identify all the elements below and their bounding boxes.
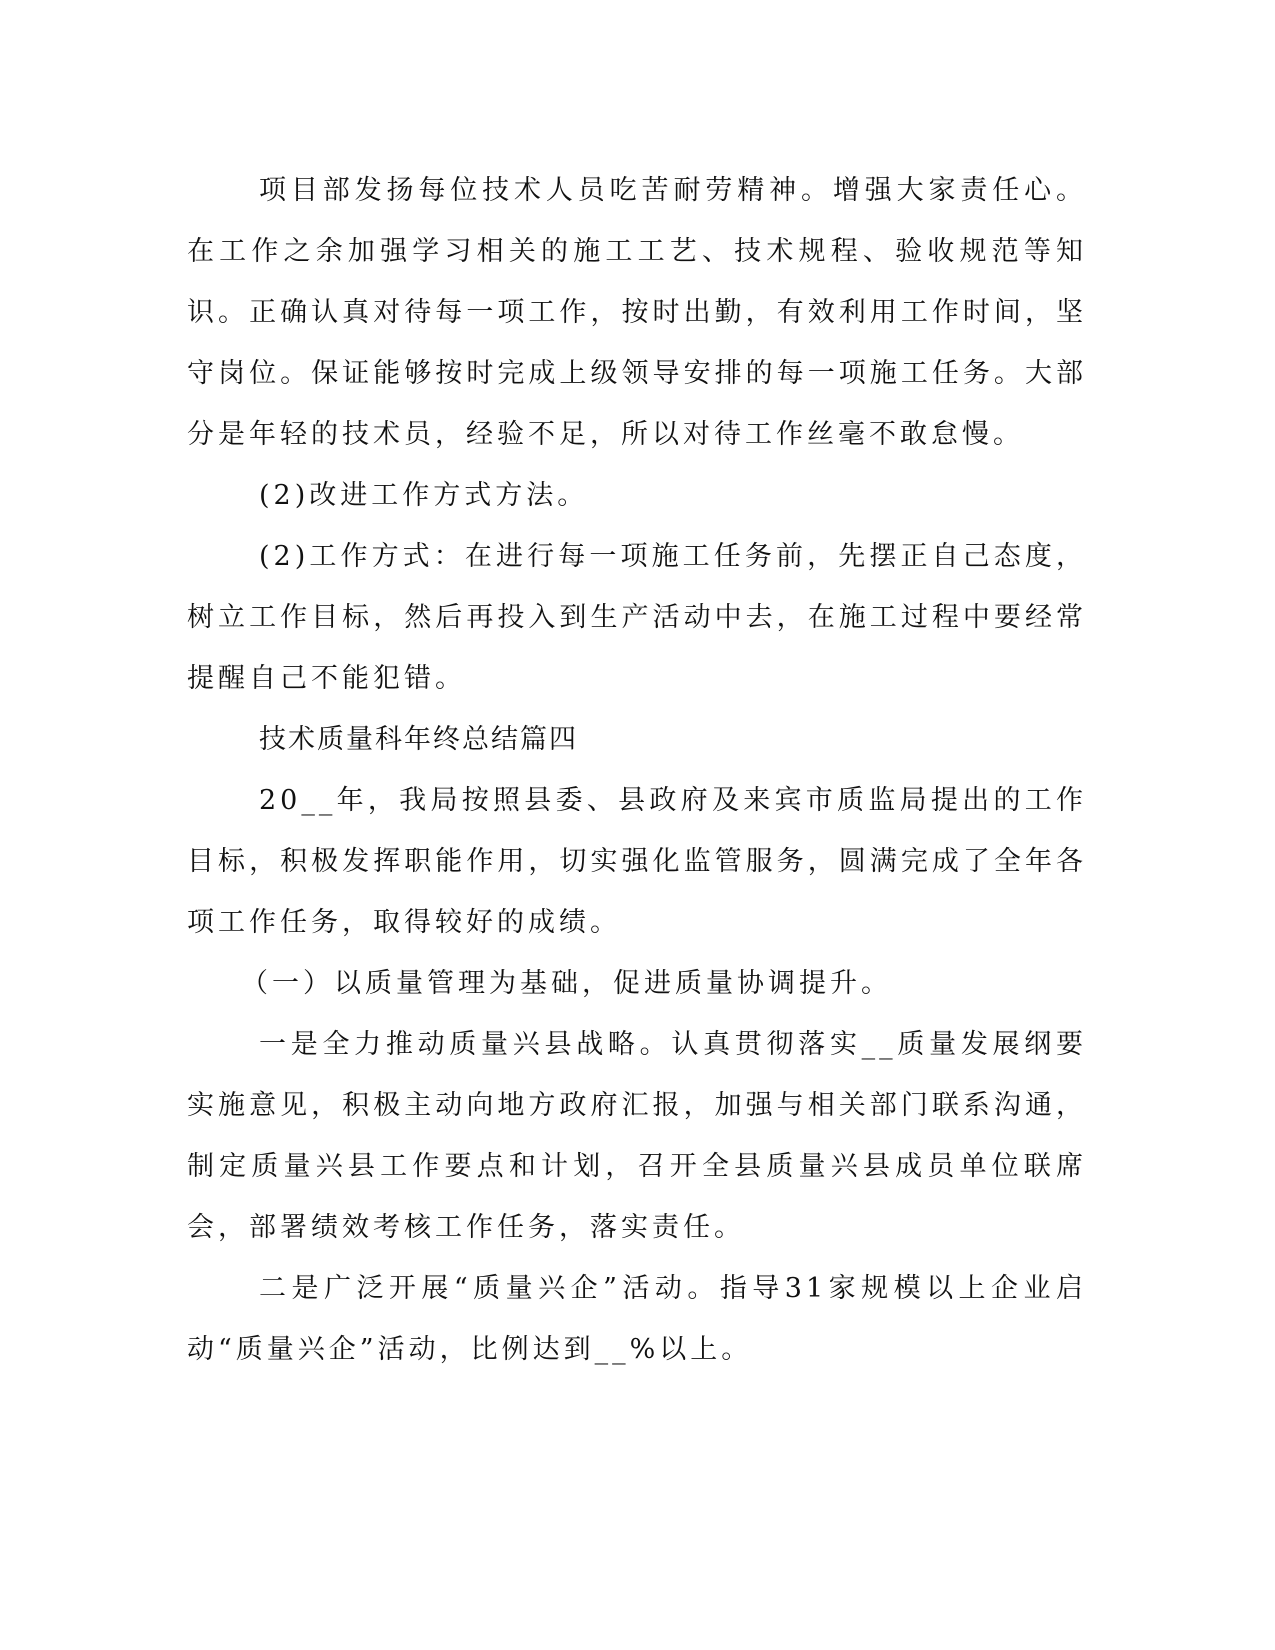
section-heading: 技术质量科年终总结篇四: [259, 724, 578, 755]
paragraph-work-method: (2)工作方式：在进行每一项施工任务前，先摆正自己态度，树立工作目标，然后再投入到生产活动中去，在施工过程中要经常提醒自己不能犯错。: [187, 541, 1087, 694]
paragraph-quality-enterprise: 二是广泛开展“质量兴企”活动。指导31家规模以上企业启动“质量兴企”活动，比例达到__%以上。: [187, 1273, 1087, 1365]
paragraph-attitude: 项目部发扬每位技术人员吃苦耐劳精神。增强大家责任心。在工作之余加强学习相关的施工工艺、技术规程、验收规范等知识。正确认真对待每一项工作，按时出勤，有效利用工作时间，坚守岗位。保证能够按时完成上级领导安排的每一项施工任务。大部分是年轻的技术员，经验不足，所以对待工作丝毫不敢怠慢。: [187, 175, 1087, 450]
paragraph-quality-strategy: 一是全力推动质量兴县战略。认真贯彻落实__质量发展纲要实施意见，积极主动向地方政府汇报，加强与相关部门联系沟通，制定质量兴县工作要点和计划，召开全县质量兴县成员单位联席会，部署绩效考核工作任务，落实责任。: [187, 1029, 1087, 1243]
document-body: [187, 160, 1087, 1380]
paragraph-annual-summary: 20__年，我局按照县委、县政府及来宾市质监局提出的工作目标，积极发挥职能作用，切实强化监管服务，圆满完成了全年各项工作任务，取得较好的成绩。: [187, 785, 1087, 938]
paragraph-improve-methods: (2)改进工作方式方法。: [259, 480, 589, 511]
subsection-heading: （一）以质量管理为基础，促进质量协调提升。: [241, 968, 892, 999]
